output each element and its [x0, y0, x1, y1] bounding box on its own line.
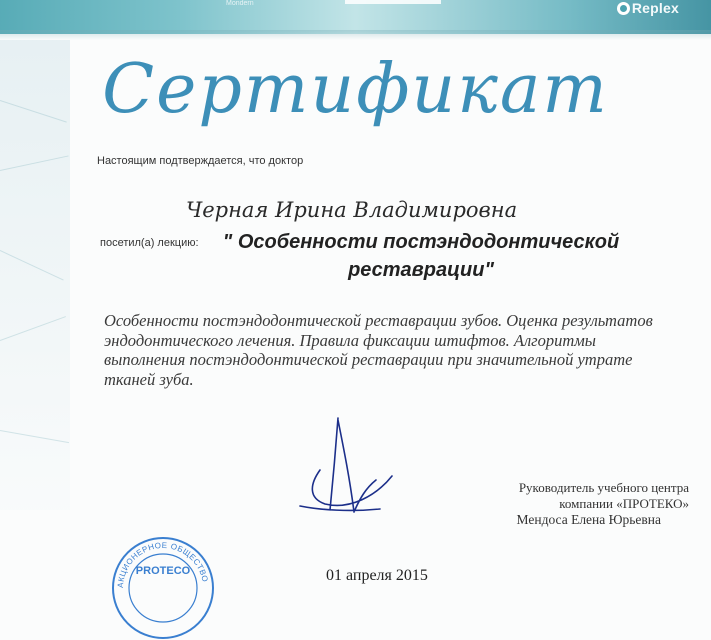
confirmation-text: Настоящим подтверждается, что доктор	[97, 155, 304, 167]
top-decorative-band	[0, 0, 711, 34]
certificate-title: Сертификат	[102, 50, 609, 129]
signatory-title-line2: компании «ПРОТЕКО»	[559, 496, 689, 511]
band-white-box	[345, 0, 441, 4]
stamp-center-text: PROTECO	[135, 565, 191, 577]
stamp-arc-text: АКЦИОНЕРНОЕ ОБЩЕСТВО	[115, 540, 210, 589]
signatory-title-line1: Руководитель учебного центра	[518, 480, 689, 495]
lecture-description: Особенности постэндодонтической реставрации зубов. Оценка результатов эндодонтического лечения. Правила фиксации штифтов. Алгоритмы выполнения постэндодонтической реставрации при значительной утрате тканей зуба.	[104, 311, 653, 389]
brand-name: Replex	[631, 0, 679, 16]
doctor-full-name: Черная Ирина Владимировна	[186, 198, 518, 222]
certificate-date: 01 апреля 2015	[326, 567, 428, 584]
company-stamp	[108, 530, 218, 640]
signature	[280, 410, 440, 525]
band-shadow	[0, 30, 711, 40]
brand-logo	[617, 0, 679, 16]
band-small-text: Mondern	[226, 0, 254, 7]
signatory-name: Мендоса Елена Юрьевна	[516, 512, 661, 527]
attended-label: посетил(а) лекцию:	[100, 237, 199, 249]
logo-icon	[617, 2, 630, 15]
lecture-title: " Особенности постэндодонтической реставрации"	[222, 231, 620, 281]
